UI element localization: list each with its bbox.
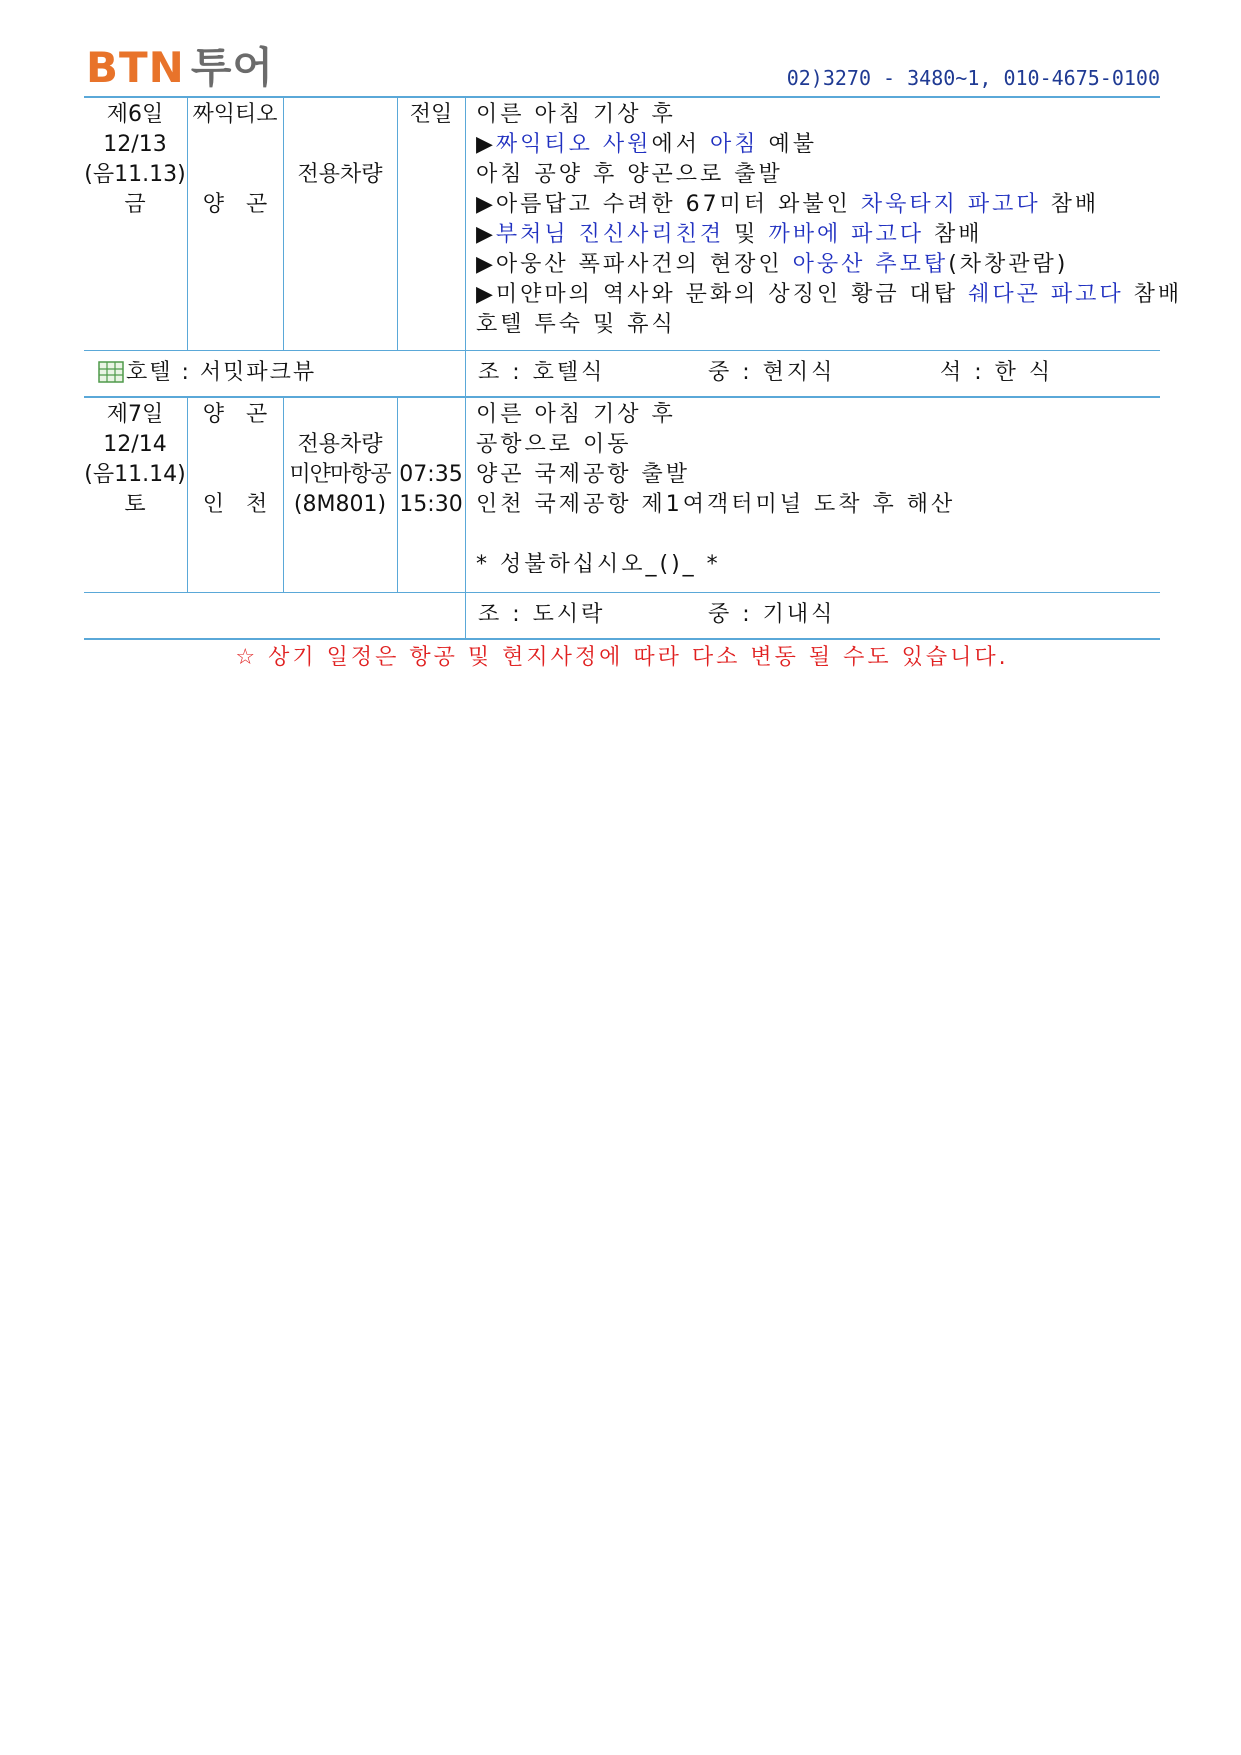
grid-line (397, 397, 398, 592)
day7-time-cell (398, 400, 464, 520)
day7-schedule-line (476, 460, 1156, 490)
grid-line (187, 97, 188, 350)
highlighted-place: 차욱타지 파고다 (860, 192, 1041, 217)
day6-schedule-line (476, 130, 1156, 160)
schedule-text: * 성불하십시오_()_ * (476, 552, 721, 577)
day6-schedule-line (476, 310, 1156, 340)
highlighted-place: 까바에 파고다 (768, 222, 924, 247)
day6-place-to: 양 곤 (202, 192, 268, 217)
day6-date-cell (84, 100, 186, 220)
schedule-text: 인천 국제공항 제1여객터미널 도착 후 해산 (476, 492, 956, 517)
day6-schedule-line (476, 250, 1156, 280)
schedule-text: 호텔 투숙 및 휴식 (476, 312, 676, 337)
day7-schedule-line (476, 490, 1156, 520)
day7-date: 12/14 (103, 432, 167, 457)
highlighted-place: 부처님 진신사리친견 (495, 222, 725, 247)
logo-suffix: 투어 (190, 43, 274, 92)
schedule-text: (차창관람) (948, 252, 1069, 277)
schedule-text: 참배 (923, 222, 983, 247)
schedule-text: 에서 (651, 132, 710, 157)
day7-arrival-time: 15:30 (399, 492, 463, 517)
schedule-text: 공항으로 이동 (476, 432, 632, 457)
schedule-text: 예불 (758, 132, 817, 157)
day6-breakfast: 조 : 호텔식 (478, 360, 606, 385)
day6-schedule-line (476, 160, 1156, 190)
day7-lunch: 중 : 기내식 (708, 602, 836, 627)
day7-place-to: 인 천 (202, 492, 268, 517)
grid-line (397, 97, 398, 350)
day7-departure-time: 07:35 (399, 462, 463, 487)
grid-line (465, 97, 466, 396)
schedule-change-notice: ☆ 상기 일정은 항공 및 현지사정에 따라 다소 변동 될 수도 있습니다. (235, 645, 1009, 670)
day7-schedule-line (476, 520, 1156, 550)
page-header (86, 40, 1160, 94)
schedule-text: ▶아름답고 수려한 67미터 와불인 (476, 192, 861, 217)
highlighted-place: 짜익티오 사원 (495, 132, 652, 157)
grid-line (465, 397, 466, 638)
contact-phone: 02)3270 - 3480~1, 010-4675-0100 (786, 66, 1160, 90)
day7-transport-cell (284, 400, 396, 520)
day6-schedule (476, 100, 1183, 340)
day7-lunar: (음11.14) (84, 462, 186, 487)
day6-bottom-rule (84, 396, 1160, 398)
day6-transport: 전용차량 (297, 162, 383, 187)
day6-time: 전일 (409, 102, 453, 127)
day6-hotel (98, 358, 316, 388)
day6-place-from: 짜익티오 (192, 102, 278, 127)
day6-hotel-rule (84, 350, 1160, 351)
schedule-text: 참배 (1040, 192, 1100, 217)
schedule-text: 이른 아침 기상 후 (476, 102, 676, 127)
table-top-rule (84, 96, 1160, 98)
day7-weekday: 토 (124, 492, 146, 517)
day7-flight-number: (8M801) (293, 492, 387, 517)
schedule-text: ▶ (476, 222, 496, 247)
day6-lunch: 중 : 현지식 (708, 360, 836, 385)
highlighted-place: 아웅산 추모탑 (792, 252, 949, 277)
day7-meal-rule (84, 592, 1160, 593)
schedule-text: 양곤 국제공항 출발 (476, 462, 691, 487)
grid-line (187, 397, 188, 592)
schedule-text: 아침 공양 후 양곤으로 출발 (476, 162, 783, 187)
day7-place-from: 양 곤 (202, 402, 268, 427)
day6-day: 제6일 (106, 102, 164, 127)
day6-dinner: 석 : 한 식 (940, 360, 1054, 385)
schedule-text: 이른 아침 기상 후 (476, 402, 676, 427)
day6-schedule-line (476, 100, 1156, 130)
highlighted-place: 아침 (709, 132, 759, 157)
day6-schedule-line (476, 280, 1183, 310)
day6-schedule-line (476, 220, 1156, 250)
day7-transport-airline: 미얀마항공 (289, 462, 391, 487)
highlighted-place: 쉐다곤 파고다 (968, 282, 1124, 307)
day7-place-cell (188, 400, 282, 520)
schedule-text: 참배 (1123, 282, 1183, 307)
day7-breakfast: 조 : 도시락 (478, 602, 606, 627)
day6-place-cell (188, 100, 282, 220)
schedule-text: ▶ (476, 132, 496, 157)
grid-line (283, 97, 284, 350)
day7-schedule (476, 400, 1156, 580)
day7-date-cell (84, 400, 186, 520)
day6-date: 12/13 (103, 132, 167, 157)
day7-schedule-line (476, 430, 1156, 460)
day7-schedule-line (476, 550, 1156, 580)
day7-day: 제7일 (106, 402, 164, 427)
schedule-text: 및 (724, 222, 769, 247)
hotel-icon (98, 359, 124, 383)
logo-brand: BTN (86, 43, 185, 92)
schedule-text: ▶아웅산 폭파사건의 현장인 (476, 252, 793, 277)
day6-weekday: 금 (124, 192, 146, 217)
btn-tour-logo (86, 43, 274, 92)
schedule-text: ▶미얀마의 역사와 문화의 상징인 황금 대탑 (476, 282, 969, 307)
day7-transport-car: 전용차량 (297, 432, 383, 457)
day7-schedule-line (476, 400, 1156, 430)
day6-schedule-line (476, 190, 1156, 220)
day6-hotel-label: 호텔 : 서밋파크뷰 (126, 360, 317, 385)
day6-lunar: (음11.13) (84, 162, 186, 187)
grid-line (283, 397, 284, 592)
